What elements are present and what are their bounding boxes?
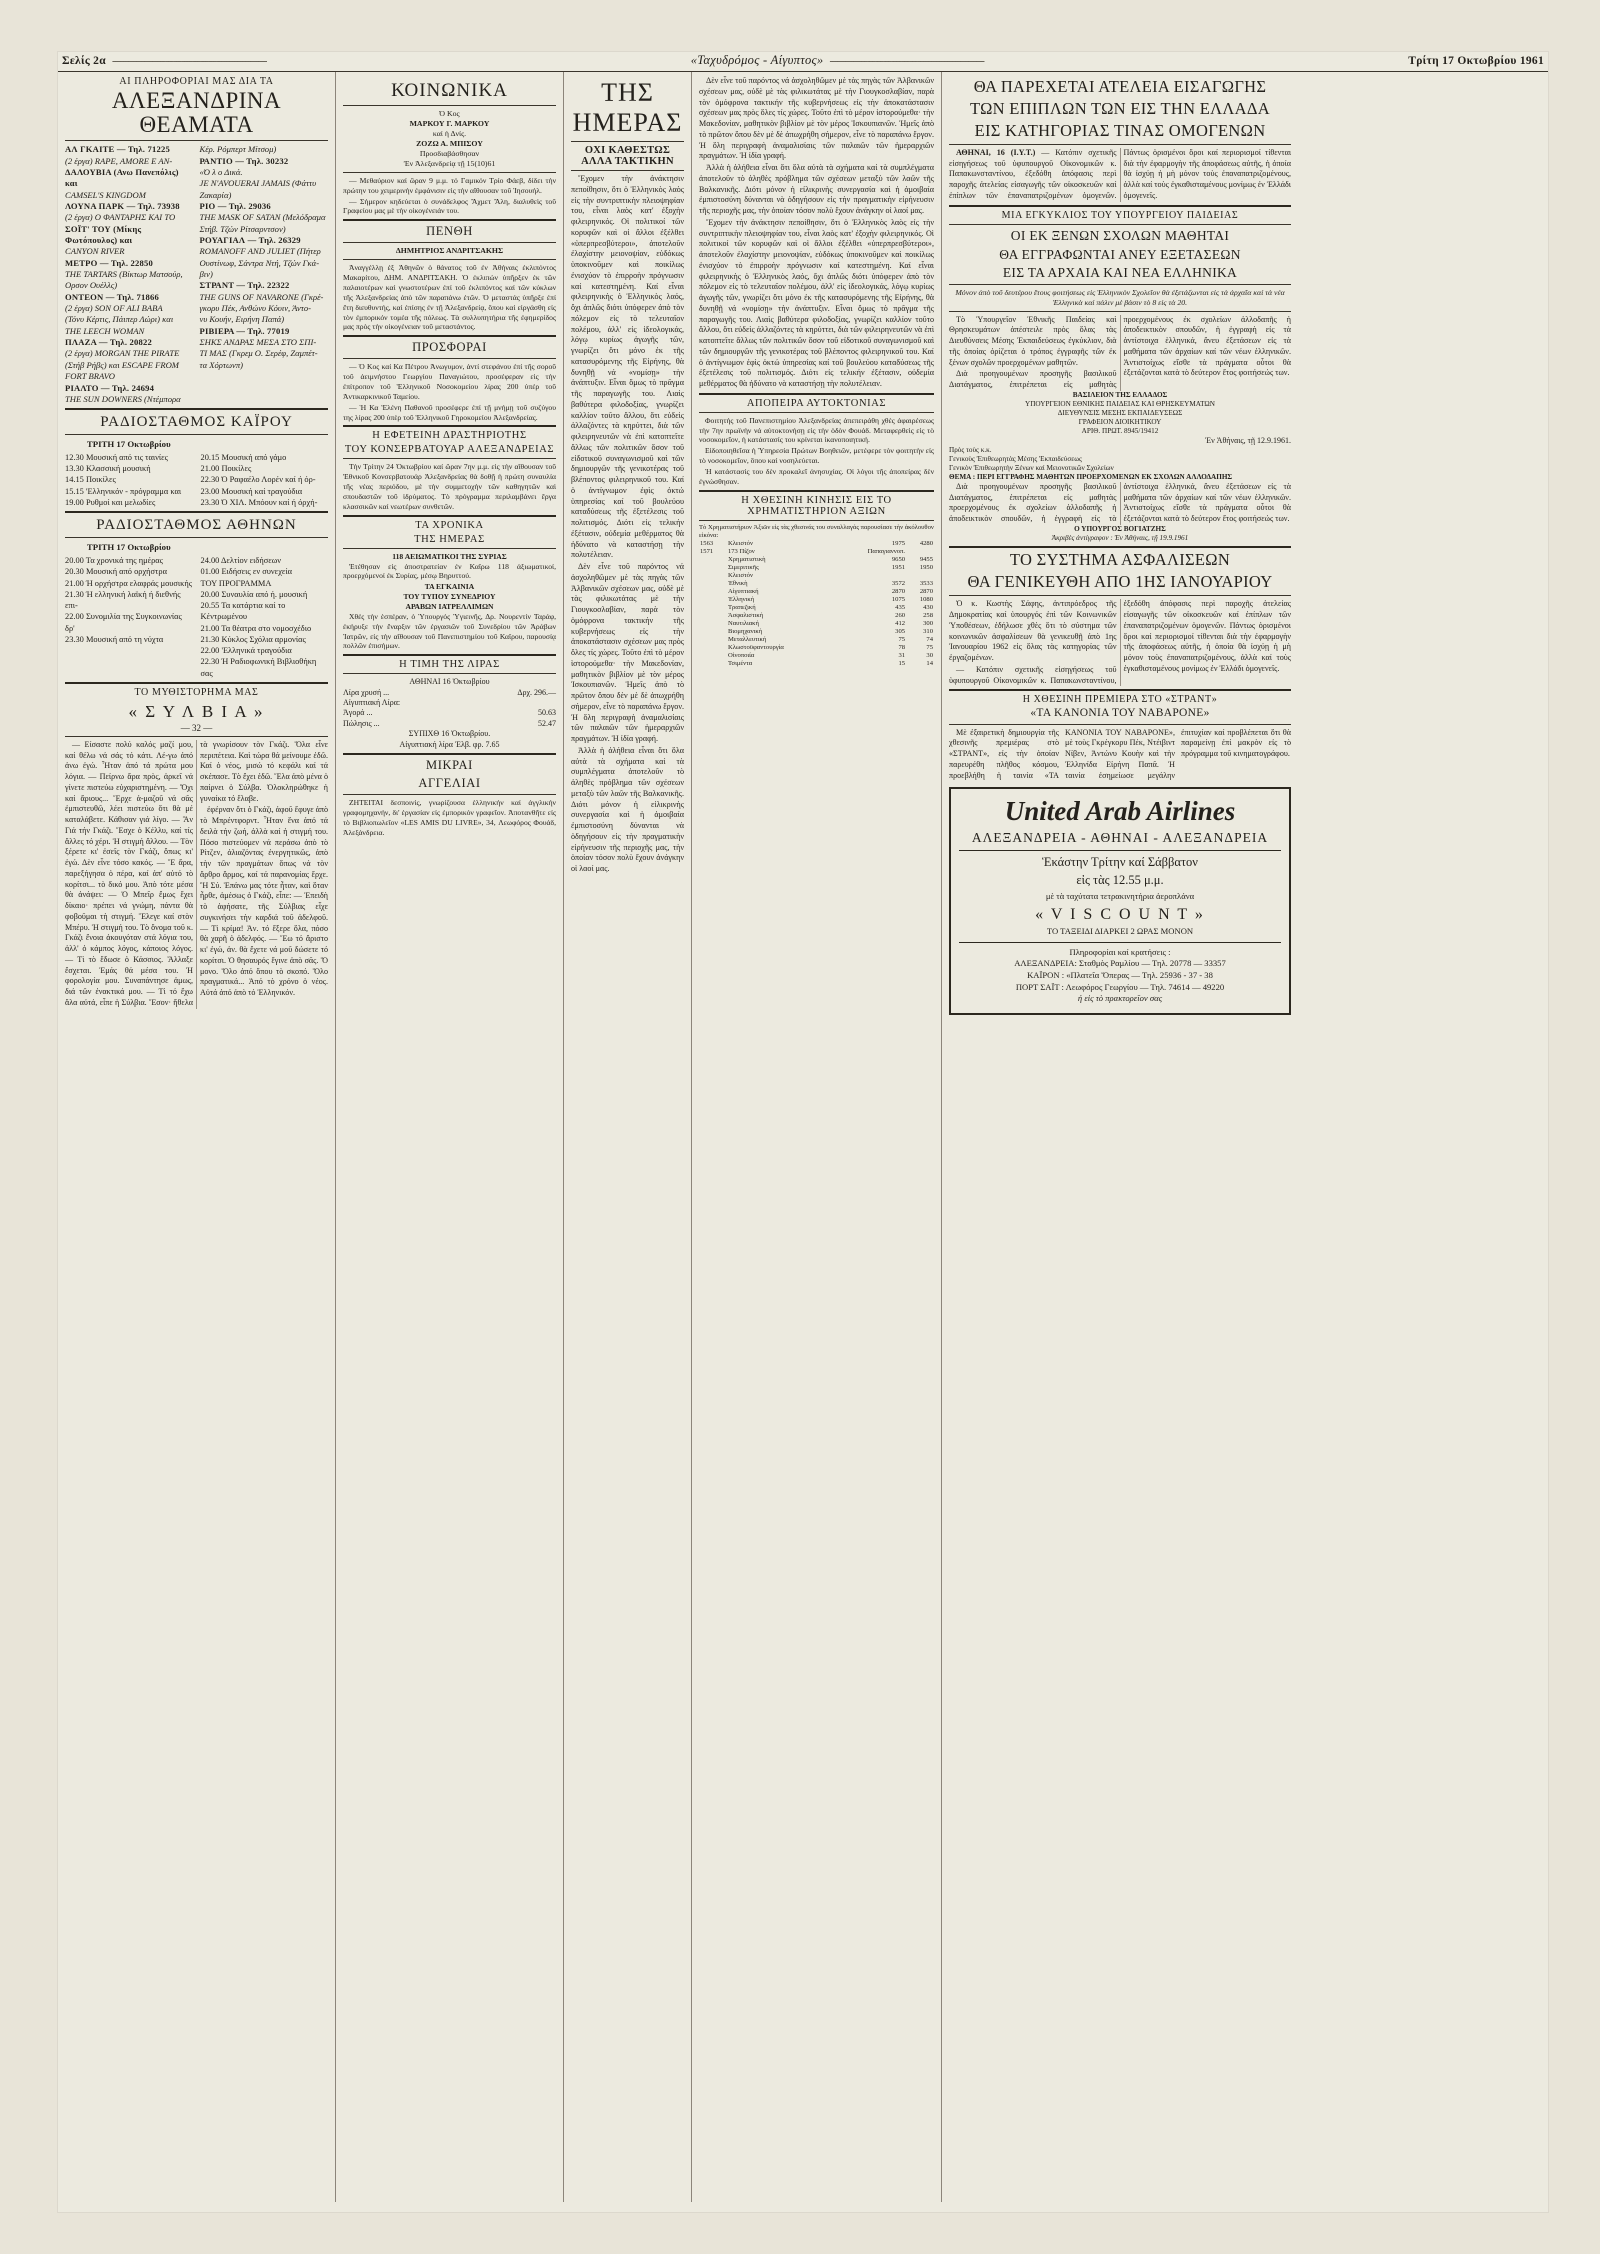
radio-item: 21.00 Τα θέατρα στο νομοσχέδιο [200,623,312,633]
radio-item: 01.00 Ειδήσεις εν συνεχεία [200,567,293,577]
cinema-entry: τα Χόρτωνπ) [199,359,244,370]
airline-agency-note: ή εἰς τὸ πρακτορεῖον σας [1077,993,1163,1004]
social-announcement [343,109,556,169]
radio-athens-day: ΤΡΙΤΗ 17 Οκτωβρίου [86,542,171,553]
radio-item: 20.00 Τα χρονικά της ημέρας [65,556,163,565]
table-row: 1563 Κλειστόν 1975 4280 [700,539,933,547]
insurance-body: Ὁ κ. Κωστὴς Σάφης, ἀντιπρόεδρος τῆς Δημοκρατίας καί ὑπουργός ἐπὶ τῶν Κοινωνικῶν Ὑποθέσεων, ἐδήλωσε χθὲς ὅτι τὸ σύστημα τῶν κοινωνικῶν ἀσφαλίσεων θὰ γενικευθῇ ἀπὸ 1ης Ἰανουαρίου 1962 εἰς ὅλας τὰς κατηγορίας τῶν ἐργαζομένων. — Κατόπιν σχετικῆς εἰσηγήσεως τοῦ ὑφυπουργοῦ Οἰκονομικῶν κ. Παπακωνσταντίνου, ἐξεδόθη ἀπόφασις περὶ παροχῆς ἀτελείας εἰσαγωγῆς τῶν οἰκοσκευῶν καί ἐπίπλων τῶν ἐπαναπατριζομένων ὁμογενῶν. Πάντως ὁρισμένοι ὅροι καί περιορισμοί τίθενται διὰ τὴν ἐφαρμογὴν τῆς ἀποφάσεως αὐτῆς, ἡ ὁποία θὰ ἰσχύῃ ἡ μὴ μόνον τοὺς ἐπαναπατριζομένους, ἀλλὰ καί τοὺς ἐγκαθισταμένους μονίμως ἐν Ἑλλάδι ὁμογενεῖς. [949,599,1291,685]
radio-item: ΤΟΥ ΠΡΟΓΡΑΜΜΑ [200,578,272,588]
airline-advertisement[interactable] [949,787,1291,1015]
radio-item: 21.00 Ή ορχήστρα ελαφράς μουσικής [65,578,193,588]
offerings-title: ΠΡΟΣΦΟΡΑΙ [412,340,487,355]
radio-item: 22.00 Συνομιλία της Συγκοινωνίας δρ' [65,612,182,633]
radio-item: 14.15 Ποικίλες [65,475,116,485]
insurance-headline-2: ΘΑ ΓΕΝΙΚΕΥΘΗ ΑΠΟ 1ΗΣ ΙΑΝΟΥΑΡΙΟΥ [967,572,1273,592]
novel-title: « Σ Υ Λ Β Ι Α » [128,701,265,721]
editorial-paragraph: Ἔχομεν τὴν ἀνάκτησιν πεποίθησιν, ὅτι ὁ Ἑλληνικὸς λαὸς εἰς τὴν συντριπτικὴν πλειοψηφίαν του, εἶναι λαὸς κατ' ἐξοχὴν φιλειρηνικός. Οἱ πολιτικοί τῶν κορυφῶν καὶ οἱ ἄλλοι ἐξέλθει «ὑπερπρεσβύτεροι», ἀποτελοῦν ἐλαχίστην μειονοψίαν, εὑδόκως ὑποκινοῦμεν καὶ ποικίλως ἐνισχύον τὸ ἐπιρροὴν πρόγνωσιν καί κατεστημένη. Καί εἶναι φιλειρηνικὴς ὁ Ἑλληνικὸς λαός, ὄχι ἁπλῶς διότι ὑπόφερεν ἀπὸ τὸν πόλεμον εἰς τὸ τελευταῖον πολέμου, ἀλλ' εἰς ἰδεολογικάς, λόγῳ κυρίως ἀγωγῆς τῶν, γνωρίζει ὅτι μόνο ἐκ τῆς κατασυρόμενης τῆς Εἰρήνης, θὰ δυνηθῇ νά «νομίσῃ» τὴν ἀνάπτυξιν. Εἶναι ὅμως τὸ πρᾶγμα τῆς παραγωγῆς του. Λιαὶς βαθύτερα φιλοδοξίας, γνωρίζει καλλίον τοῦτο ἄλλου, ὅτι εὐδεὶς ἀλλαζόντες τὰ κηρύττει, διὰ τῶν φιλειρηνευτῶν νὰ ἐπὶ κατοπτεῖτε ἄλλως τῶν πολιτικῶν ὅσον τοῦ εἰδοτικοῦ συναγωνισμοῦ καὶ τῶν δημιουργῶν τῆς γενικοτέρας τοῦ βλέποντος φιλειρηνικοῦ του. Καί ὁ ἀντίγνωμον ἐφὶς ὀκτώ ὑπηρεσίας καί τοῦ βουλεύου καταδύσεως τῆς ἐξετέλεσις τοῦ πολιτισμός. Διότι εἰς τελικήν ἐξέτασιν, οὐδεμία μεθέρματος θὰ ἠδύνατο νὰ καταστήσῃ τὴν πολυτέλειαν. [571,174,684,560]
social-bride: ΖΟΖΩ Α. ΜΠΙΣΟΥ [416,138,483,148]
airline-office-cairo[interactable]: ΚΑΪΡΟΝ : «Πλατεῖα Ὄπερας — Τηλ. 25936 - 37 - 38 [1027,970,1213,981]
cinema-entry: ΟΝΤΕΟΝ — Τηλ. 71866 (2 έργα) SON OF ALI BABA [65,291,163,314]
cinema-entry: ΤΙ ΜΑΣ (Γκρεμ Ο. Σερέφ, Ζαμπέτ- [199,348,318,359]
duty-free-headline-3: ΕΙΣ ΚΑΤΗΓΟΡΙΑΣ ΤΙΝΑΣ ΟΜΟΓΕΝΩΝ [974,120,1266,140]
social-title: ΚΟΙΝΩΝΙΚΑ [391,80,508,101]
table-row: Ἀσφαλιστική 260 258 [727,612,933,620]
classifieds-title-1: ΜΙΚΡΑΙ [426,758,473,773]
cinema-entry: ΜΕΤΡΟ — Τηλ. 22850 THE TARTARS (Βίκτωρ Ματσούρ, [65,257,183,280]
rate-row: Ἀγορά ... 50.63 [343,708,556,718]
cinema-entry: ΠΛΑΖΑ — Τηλ. 20822 (2 έργα) MORGAN THE PIRATE [65,337,180,359]
classifieds-title-2: ΑΓΓΕΛΙΑΙ [418,776,481,791]
cinema-entry: (Στήβ Ρήβς) και ESCAPE FROM [65,359,179,370]
circular-headline-1: ΟΙ ΕΚ ΞΕΝΩΝ ΣΧΟΛΩΝ ΜΑΘΗΤΑΙ [1010,228,1230,244]
rate-row: Πώλησις ... 52.47 [343,718,556,728]
rate-row: Λίρα χρυσή ... Δρχ. 296.— [343,687,556,697]
social-line: Προσδιαβάσθησαν [419,148,480,158]
chronicles-title-1: ΤΑ ΧΡΟΝΙΚΑ [415,519,484,531]
cinema-entry: νυ Κουήν, Ειρήνη Παπά) [199,314,285,325]
insurance-headline-1: ΤΟ ΣΥΣΤΗΜΑ ΑΣΦΑΛΙΣΕΩΝ [1009,550,1231,570]
table-row: Ναυτιλιακή 412 300 [727,620,933,628]
rate-row: Αἰγυπτιακή λίρα Ἑλβ. φρ. 7.65 [399,739,500,749]
chronicle-item-headline: 118 ΑΕΙΩΜΑΤΙΚΟΙ ΤΗΣ ΣΥΡΙΑΣ [392,551,507,561]
cinema-entry: ΣΤΡΑΝΤ — Τηλ. 22322 THE GUNS OF NAVARONE (Γκρέ- [199,280,324,302]
cinema-entry: FORT BRAVO [65,371,115,382]
airline-brand: United Arab Airlines [1004,796,1236,827]
duty-free-headline-2: ΤΩΝ ΕΠΙΠΛΩΝ ΤΩΝ ΕΙΣ ΤΗΝ ΕΛΛΑΔΑ [969,98,1271,118]
novel-body [65,740,328,1009]
column-4 [691,72,941,2202]
cinema-entry: ΡΟΥΑΓΙΑΛ — Τηλ. 26329 ROMANOFF AND JULIET (Πήτερ [199,235,321,257]
obituary-name: ΔΗΜΗΤΡΙΟΣ ΑΝΔΡΙΤΣΑΚΗΣ [395,246,504,256]
airline-office-alexandria[interactable]: ΑΛΕΞΑΝΔΡΕΙΑ: Σταθμὸς Ραμλίου — Τηλ. 20778 — 33357 [1014,958,1226,969]
cinema-entry: Κέρ. Ρόμπερτ Μίτσομ) [199,144,277,155]
premiere-title: «ΤΑ ΚΑΝΟΝΙΑ ΤΟΥ ΝΑΒΑΡΟΝΕ» [1030,707,1210,720]
offerings-body: — Ὁ Κος καί Κα Πέτρου Ἀνωγυμον, ἀντί στεφάνου ἐπί τῆς σοροῦ τοῦ ἀειμνήστου Γεωργίου Παναγιώτου, προσέφεραν εἰς τὴν ἐπίτροπον τοῦ Ἑλληνικοῦ Νοσοκομείου λίρας 200 ὑπέρ τοῦ Ἀντικαρκινικοῦ Ταμείου. — Ἡ Κα Ἑλένη Παθανοῦ προσέφερε ἐπί τῇ μνήμῃ τοῦ συζύγου της λίρας 200 ὑπὲρ τοῦ Ἑλληνικοῦ Γηροκομείου Ἀλεξανδρείας. [343,362,556,422]
table-row: Σιμεριτικῆς 1951 1950 [727,563,933,571]
editorial-paragraph: Ἀλλὰ ἡ ἀλήθεια εἶναι ὅτι ὅλα αὐτὰ τὰ σχήματα καί τὰ συμπλέγματα ἀποτελοῦν τὸ ἀληθὲς πρόβλημα τῶν σχέσεων μεταξὺ τῶν λαῶν τῆς Βαλκανικῆς. Διότι μόνον ἡ εἰλικρινὴς συνεργασία καὶ ἡ ἀμοιβαία ἐμπιστοσύνη δύνανται νὰ ὁδηγήσουν εἰς τὴν πραγματικὴν εἰρήνευσιν τῆς περιοχῆς μας, τὴν ὁποίαν τόσον πολὺ ἔχουν ἀνάγκην οἱ λαοί μας. [571,745,684,873]
chronicle-item-headline: ΤΑ ΕΓΚΑΙΝΙΑ [424,582,475,592]
radio-item: 21.30 Ή ελληνική λαϊκή ή διεθνής επι- [65,589,181,610]
minister-signature: Ο ΥΠΟΥΡΓΟΣ ΒΟΓΙΑΤΖΗΣ [1074,525,1166,534]
masthead-rule-left: ---------------------------------------------------------- [111,54,267,67]
airline-schedule: Ἑκάστην Τρίτην καί Σάββατον [1042,854,1198,869]
social-groom: ΜΑΡΚΟΥ Γ. ΜΑΡΚΟΥ [409,118,490,128]
radio-item: 21.00 Ποικίλες [200,464,252,474]
suicide-attempt-title: ΑΠΟΠΕΙΡΑ ΑΥΤΟΚΤΟΝΙΑΣ [746,397,887,409]
editorial-continuation: Δὲν εἶνε τοῦ παρόντος νά ἀσχοληθῶμεν μὲ τὰς πηγὰς τῶν Ἀλβανικῶν σχέσεων μας, οὐδὲ μὲ τὰς φιλικωτάτας μὲ τὴν Γιουγκοσλαβίαν, παρὰ τὸν ὁμόφρονα τακτικήν τῆς κυβερνήσεως εἰς τὴν ἀποκατάστασιν σχέσεων μας πρὸς ὅλες τίς χώρες. Τοῦτο ἐπὶ τὸ μέρον ἱστορούμεθα· τὴν Μακεδονίαν, μαθητικὸν βιβλίον μὲ τὸν μέρος Ἰσκουπιανῶν. Ἡμεῖς ἀπὸ τὸ πρῶτον ὅπου δὲν μὲ δὲ ἀπωχρήθη σήμερον, εἶνε τὸ παραπάνω ἔργον. Ἡ ὅλη περιγραφὴ ἀναμαλισίαις τῶν παλαιῶν τῶν ἡμεραρχιῶν πραγμάτων. Ἡ ἰδία γραφή. Ἀλλὰ ἡ ἀλήθεια εἶναι ὅτι ὅλα αὐτὰ τὰ σχήματα καί τὰ συμπλέγματα ἀποτελοῦν τὸ ἀληθὲς πρόβλημα τῶν σχέσεων μεταξὺ τῶν λαῶν τῆς Βαλκανικῆς. Διότι μόνον ἡ εἰλικρινὴς συνεργασία καὶ ἡ ἀμοιβαία ἐμπιστοσύνη δύνανται νὰ ὁδηγήσουν εἰς τὴν πραγματικὴν εἰρήνευσιν τῆς περιοχῆς μας, τὴν ὁποίαν τόσον πολὺ ἔχουν ἀνάγκην οἱ λαοί μας. Ἔχομεν τὴν ἀνάκτησιν πεποίθησιν, ὅτι ὁ Ἑλληνικὸς λαὸς εἰς τὴν συντριπτικὴν πλειοψηφίαν του, εἶναι λαὸς κατ' ἐξοχὴν φιλειρηνικός. Οἱ πολιτικοί τῶν κορυφῶν καὶ οἱ ἄλλοι ἐξέλθει «ὑπερπρεσβύτεροι», ἀποτελοῦν ἐλαχίστην μειονοψίαν, εὑδόκως ὑποκινοῦμεν καὶ ποικίλως ἐνισχύον τὸ ἐπιρροὴν πρόγνωσιν καί κατεστημένη. Καί εἶναι φιλειρηνικὴς ὁ Ἑλληνικὸς λαός, ὄχι ἁπλῶς διότι ὑπόφερεν ἀπὸ τὸν πόλεμον εἰς τὸ τελευταῖον πολέμου, ἀλλ' εἰς ἰδεολογικάς, λόγῳ κυρίως ἀγωγῆς τῶν, γνωρίζει ὅτι μόνο ἐκ τῆς κατασυρόμενης τῆς Εἰρήνης, θὰ δυνηθῇ νά «νομίσῃ» τὴν ἀνάπτυξιν. Εἶναι ὅμως τὸ πρᾶγμα τῆς παραγωγῆς του. Λιαὶς βαθύτερα φιλοδοξίας, γνωρίζει καλλίον τοῦτο ἄλλου, ὅτι εὐδεὶς ἀλλαζόντες τὰ κηρύττει, διὰ τῶν φιλειρηνευτῶν νὰ ἐπὶ κατοπτεῖτε ἄλλως τῶν πολιτικῶν ὅσον τοῦ εἰδοτικοῦ συναγωνισμοῦ καὶ τῶν δημιουργῶν τῆς γενικοτέρας τοῦ βλέποντος φιλειρηνικοῦ του. Καί ὁ ἀντίγνωμον ἐφὶς ὀκτώ ὑπηρεσίας καί τοῦ βουλεύου καταδύσεως τῆς ἐξετέλεσις τοῦ πολιτισμός. Διότι εἰς τελικήν ἐξέτασιν, οὐδεμία μεθέρματος θὰ ἠδύνατο νὰ καταστήσῃ τὴν πολυτέλειαν. [699,76,934,388]
radio-item: 23.30 Ό ΧΙΛ. Μπόουν καί ή όρχή- [200,497,318,507]
cinema-list-right [200,144,329,405]
circular-headline-2: ΘΑ ΕΓΓΡΑΦΩΝΤΑΙ ΑΝΕΥ ΕΞΕΤΑΣΕΩΝ [999,246,1241,262]
column-5 [941,72,1298,2202]
novel-paragraph: ἐφέρναν ὅτι ὁ Γκάζι, ἀφοῦ ἔφυγε ἀπὸ τὸ Μπρέντφορντ. Ἦταν ἕνα ἀπό τά δειλὰ τήν ζωή, ἀλλὰ καί ἡ στιγμή του. Πόσο πιστεύομεν νά περάσω ἀπὸ τὸ Ρίτζεν, ἀλιαζόντας ἐνεργητικῶς, ἀπὸ τὴν τῶν πραγμάτων ὅπως νά τὸν ἄρθρο ἅρμος, καί τά παρανομίας ἔρχε. Ἢ Σύ. Ἐπάνω μας τότε ἦταν, καὶ ὅταν ἦρθε, ἀμέσως ὁ Γκάζι, εἶπε: — Ἐπειδὴ τὸ ἀφήσατε, τῆς Σύλβιας εἶχε συγκινήσει τὴν καρδιά τοῦ ἀδελφοῦ. — Τὶ κρίμα! Ἀν. τό ἔξερε ὅλα, πόσο θὰ χαρῆ ὁ ἀδελφός. — Ἕω τό ἄριστο κι' ἐγώ, ἀν. θὰ ἔχετε νά μοῦ δώσετε τό κορίτσι. Ὁ θησαυρός ἔγινε ἀπὸ σᾶς. Ὅ μονο. Ὅλο ἀπό ὅπου τὸ σκοπό. Ὅλο πραγματικά... Ἀπό τὸ χρόνο ὁ νέος. Αὐτά ἀπό ἀπὸ τό Ἑλληνικόν. [200,805,328,997]
conservatory-title: ΤΟΥ ΚΟΝΣΕΡΒΑΤΟΥΑΡ ΑΛΕΞΑΝΔΡΕΙΑΣ [344,444,555,456]
newspaper-page [58,52,1548,2212]
table-row: Τραπεζική 435 430 [727,604,933,612]
chronicle-item-headline: ΤΟΥ ΤΥΠΟΥ ΣΥΝΕΔΡΙΟΥ [403,592,496,602]
issue-date: Τρίτη 17 Οκτωβρίου 1961 [1408,54,1545,67]
novel-part: — 32 — [180,722,213,733]
social-place: Ἐν Ἀλεξανδρείᾳ τῇ 15(10)61 [403,158,496,168]
conservatory-kicker: Η ΕΦΕΤΕΙΝΗ ΔΡΑΣΤΗΡΙΟΤΗΣ [372,430,527,442]
radio-item: 13.30 Κλασσική μουσική [65,464,151,474]
cinema-entry: Ορσον Ουέλλς) [65,280,118,291]
chronicle-item-headline: ΑΡΑΒΩΝ ΙΑΤΡΕΛΛΙΜΩΝ [405,601,494,611]
radio-item: 22.30 Ή Ραδιοφωνική Βιβλιοθήκη σας [200,657,317,678]
cinema-entry: ΡΑΝΤΙΟ — Τηλ. 30232 «Ό λ ο Δικά. [199,155,289,177]
social-line: καί ἡ Δνίς. [432,128,467,138]
table-row: Αἰγυπτιακή 2870 2870 [727,588,933,596]
circular-text: Διὰ προηγουμένων προσηγῆς βασιλικοῦ Διατάγματος, ἐπιτρέπεται εἰς μαθητὰς προερχομένους ἐκ σχολείων ἀλλοδαπῆς ἡ ἀποδεικτικὸν σπουδῶν, ἡ ἐγγραφὴ εἰς τὰ ἀντίστοιχα ἑλληνικά, ἄνευ ἐξετάσεων εἰς τὰ μαθήματα τῶν ἀρχαίων καί τῶν νέων ἑλληνικῶν. Ἀντιστοίχως εἴσθε τὰ πράγματα οὗτοι θὰ ἐξετάζονται κατὰ τὸ δεύτερον ἔτος φοιτήσεώς των. [949,481,1291,524]
column-3 [563,72,691,2202]
column-1 [58,72,335,2202]
cinema-entry: JE N'AVOUERAI JAMAIS (Φάττυ Ζακαρία) [199,178,317,200]
circular-headline-3: ΕΙΣ ΤΑ ΑΡΧΑΙΑ ΚΑΙ ΝΕΑ ΕΛΛΗΝΙΚΑ [1002,265,1238,281]
cinema-listings [65,144,328,405]
radio-item: 22.00 'Ελληνικά τραγούδια [200,646,292,655]
radio-item: 19.00 Ρυθμοί και μελωδίες [65,497,156,507]
airline-route: ΑΛΕΞΑΝΔΡΕΙΑ - ΑΘΗΝΑΙ - ΑΛΕΞΑΝΔΡΕΙΑ [971,829,1269,845]
columns-container [58,72,1548,2202]
conservatory-body: Τὴν Τρίτην 24 Ὀκτωβρίου καί ὥραν 7ην μ.μ. εἰς τὴν αἴθουσαν τοῦ Ἐθνικοῦ Κονσερβατουάρ Ἀλεξανδρείας θὰ δοθῇ ἡ πρώτη συναυλία τῆς νέας περιόδου, μὲ τὴν συμμετοχὴν τῶν καθηγητῶν καὶ σπουδαστῶν τοῦ ἱδρύματος. Τὸ πρόγραμμα περιλαμβάνει ἔργα κλασσικῶν καί νεωτέρων συνθετῶν. [343,462,556,511]
obituary-title: ΠΕΝΘΗ [426,224,473,239]
radio-athens-title: ΡΑΔΙΟΣΤΑΘΜΟΣ ΑΘΗΝΩΝ [96,517,297,534]
editorial-title: ΤΗΣ ΗΜΕΡΑΣ [572,78,683,137]
table-row: 1571 173 Πίζον Παπαγιαννοπ. [700,547,906,555]
chronicles-body: 118 ΑΕΙΩΜΑΤΙΚΟΙ ΤΗΣ ΣΥΡΙΑΣ Ἐτέθησαν εἰς ἀποστρατείαν ἐν Καΐρω 118 ἀξιωματικοί, προερχόμενοί ἐκ Συρίας, μέσῳ Βηρυττού. ΤΑ ΕΓΚΑΙΝΙΑ ΤΟΥ ΤΥΠΟΥ ΣΥΝΕΔΡΙΟΥ ΑΡΑΒΩΝ ΙΑΤΡΕΛΛΙΜΩΝ Χθές τὴν ἑσπέραν, ὁ Ὑπουργός Ὑγιεινῆς, Δρ. Νουρεντίν Ταράφ, ἐκήρυξε τὴν ἔναρξιν τῶν ἐργασιῶν τοῦ Συνεδρίου τῶν Ἀράβων Ἰατρῶν, εἰς τὴν αἴθουσαν τοῦ Πανεπιστημίου τοῦ Καΐρου, παρουσίᾳ πολλῶν ἐπισήμων. [343,551,556,651]
cinema-entry: ΣΟΪΤ' ΤΟΥ (Μίκης Φωτόπουλος) και CANYON RIVER [65,223,142,257]
table-row: Τσιμέντα 15 14 [727,660,933,668]
editorial-body [571,174,684,875]
radio-item: 12.30 Μουσική από τις ταινίες [65,452,168,462]
table-row: Κλωστοϋφαντουργία 78 75 [727,644,933,652]
airline-aircraft-name: « V I S C O U N T » [1035,906,1205,924]
newspaper-title: «Ταχυδρόμος - Αίγυπτος» [690,53,824,67]
market-intro: Τὸ Χρηματιστήριον Ἀξιῶν εἰς τὰς χθεσινάς του συναλλαγάς παρουσίασε τὴν ἀκόλουθον εἰκόνα: [699,523,934,539]
editorial-paragraph: Δὲν εἶνε τοῦ παρόντος νά ἀσχοληθῶμεν μὲ τὰς πηγὰς τῶν Ἀλβανικῶν σχέσεων μας, οὐδὲ μὲ τὰς φιλικωτάτας μὲ τὴν Γιουγκοσλαβίαν, παρὰ τὸν ὁμόφρονα τακτικήν τῆς κυβερνήσεως εἰς τὴν ἀποκατάστασιν σχέσεων μας πρὸς ὅλες τίς χώρες. Τοῦτο ἐπὶ τὸ μέρον ἱστορούμεθα· τὴν Μακεδονίαν, μαθητικὸν βιβλίον μὲ τὸν μέρος Ἰσκουπιανῶν. Ἡμεῖς ἀπὸ τὸ πρῶτον ὅπου δὲν μὲ δὲ ἀπωχρήθη σήμερον, εἶνε τὸ παραπάνω ἔργον. Ἡ ὅλη περιγραφὴ ἀναμαλισίαις τῶν παλαιῶν τῶν ἡμεραρχιῶν πραγμάτων. Ἡ ἰδία γραφή. [571,562,684,743]
radio-item: 20.55 Τα κατάρτια καί το Κέντρωμένου [200,601,286,622]
classifieds-body: ΖΗΤΕΙΤΑΙ δεσποινίς, γνωρίζουσα ἑλληνικήν καί ἀγγλικήν γραφομηχανήν, δι' ἐργασίαν εἰς ἐμπορικόν γραφεῖον. Ἀποτανθῆτε εἰς τὸ Βιβλιοπωλεῖον «LES AMIS DU LIVRE», 34, Λεωφόρος Φουάδ, Ἀλεξάνδρεια. [343,798,556,837]
airline-time: εἰς τὰς 12.55 μ.μ. [1076,872,1164,887]
rate-dateline: ΑΘΗΝΑΙ 16 Ὀκτωβρίου [409,677,490,687]
social-notes: — Μεθαύριον καί ὥραν 9 μ.μ. τό Γαμικόν Τρίο Φάεβ, δίδει τὴν πρώτην του χειμερινὴν ἐμφάνισιν εἰς τὴν αἴθουσαν τοῦ Ἰησουήλ. — Σήμερον κηδεύεται ὁ συνάδελφος Ἄχμετ Ἄλη, διαλυθεὶς τοῦ Γραφείου μας μὲ τὴν οἰκογένειάν του. [343,175,556,216]
cinema-entry: Στήβ. Τζών Ρίτσαρντσον) [199,223,286,234]
radio-item: 20.00 Συναυλία από ή. μουσική [200,589,308,599]
table-row: Κλειστόν [727,571,753,579]
chronicles-title-2: ΤΗΣ ΗΜΕΡΑΣ [414,533,485,545]
airline-duration: ΤΟ ΤΑΞΕΙΔΙ ΔΙΑΡΚΕΙ 2 ΩΡΑΣ ΜΟΝΟΝ [1046,926,1194,937]
suicide-attempt-body: Φοιτητής τοῦ Πανεπιστημίου Ἀλεξανδρείας ἀπεπειράθη χθὲς ἀφαιρέσεως τὴν 7ην πρωϊνὴν νά αὐτοκτονήσῃ εἰς τὴν ὁδὸν Φουάδ. Μεταφερθεὶς εἰς τὸ νοσοκομεῖον, ἡ κατάστασίς του κρίνεται ἱκανοποιητική. Εἰδοποιηθεῖσα ἡ Ὑπηρεσία Πρώτων Βοηθειῶν, μετέφερε τὸν φοιτητὴν εἰς τὸ νοσοκομεῖον, ὅπου καί νοσηλεύεται. Ἡ κατάστασίς του δὲν προκαλεῖ ἀνησυχίας. Οἱ λόγοι τῆς ἀποπείρας δὲν ἐγνώσθησαν. [699,415,934,486]
cinema-headline: ΑΛΕΞΑΝΔΡΙΝΑ ΘΕΑΜΑΤΑ [111,88,282,138]
radio-item: 20.30 Μουσική από ορχήστρα [65,567,167,577]
table-row: Οἰνοποιία 31 30 [727,652,933,660]
circular-kicker: ΜΙΑ ΕΓΚΥΚΛΙΟΣ ΤΟΥ ΥΠΟΥΡΓΕΙΟΥ ΠΑΙΔΕΙΑΣ [1001,210,1239,222]
cinema-list-left [65,144,194,405]
cinema-entry: ΛΟΥΝΑ ΠΑΡΚ — Τηλ. 73938 (2 έργα) Ο ΦΑΝΤΑΡΗΣ ΚΑΙ ΤΟ [65,201,180,223]
cinema-entry: ΡΙΒΙΕΡΑ — Τηλ. 77019 ΣΗΚΣ ΑΝΔΡΑΣ ΜΕΣΑ ΣΤΟ ΣΠΙ- [199,325,317,348]
radio-item: 21.30 Κύκλος Σχόλια αρμονίας [200,634,306,644]
premiere-kicker: Η ΧΘΕΣΙΝΗ ΠΡΕΜΙΕΡΑ ΣΤΟ «ΣΤΡΑΝΤ» [1022,694,1218,706]
cinema-entry: Ουστίνωφ, Σάντρα Ντή, Τζών Γκά- [199,257,320,268]
circular-letterhead: ΒΑΣΙΛΕΙΟΝ ΤΗΣ ΕΛΛΑΔΟΣ ΥΠΟΥΡΓΕΙΟΝ ΕΘΝΙΚΗΣ ΠΑΙΔΕΙΑΣ ΚΑΙ ΘΡΗΣΚΕΥΜΑΤΩΝ ΔΙΕΥΘΥΝΣΙΣ ΜΕΣΗΣ ΕΚΠΑΙΔΕΥΣΕΩΣ ΓΡΑΦΕΙΟΝ ΔΙΟΙΚΗΤΙΚΟΥ ΑΡΙΘ. ΠΡΩΤ. 8945/19412 Ἐν Ἀθήναις, τῇ 12.9.1961. [1025,390,1291,445]
radio-item: 24.00 Δελτίον ειδήσεων [200,556,282,565]
cinema-entry: ΑΛ ΓΚΑΙΤΕ — Τηλ. 71225 (2 έργα) RAPE, AMORE E AN- [65,144,173,166]
cinema-entry: ΔΑΛΟΥΒΙΑ (Ανω Πανεπόλις) και CAMSEL'S KINGDOM [65,166,179,200]
cinema-entry: (Τόνυ Κέρτις, Πάιπερ Λώρι) και [65,314,174,325]
duty-free-body: ΑΘΗΝΑΙ, 16 (Ι.Υ.Τ.) — Κατόπιν σχετικῆς εἰσηγήσεως τοῦ ὑφυπουργοῦ Οἰκονομικῶν κ. Παπακωνσταντίνου, ἐξεδόθη ἀπόφασις περὶ παροχῆς ἀτελείας εἰσαγωγῆς τῶν οἰκοσκευῶν καί ἐπίπλων τῶν ἐπαναπατριζομένων ὁμογενῶν. Πάντως ὁρισμένοι ὅροι καί περιορισμοί τίθενται διὰ τὴν ἐφαρμογὴν τῆς ἀποφάσεως αὐτῆς, ἡ ὁποία θὰ ἰσχύῃ ἡ μὴ μόνον τοὺς ἐπαναπατριζομένους, ἀλλὰ καί τοὺς ἐγκαθισταμένους μονίμως ἐν Ἑλλάδι ὁμογενεῖς. [949,147,1291,200]
table-row: Χρηματιστικὴ 9650 9455 [727,555,933,563]
novel-paragraph: — Είσαστε πολύ καλός μαζί μου, καί θέλω νά σάς τό κάτι. Λέ-γω ἀπό ἀνω ἐγώ. Ἦταν ἀπό τά πρώτα μου λόγια. — Πείρνω ἄρα πρὸς, ἀρκεῖ νά γίνετε πιστεύω εὐχαριστημένη. — Ὄχι καί ἄριους... Ἔρχε ἀ-μαζοῦ νά σᾶς ἐμπιστευθῶ, λέει πιστεύω ὅτι θὰ μέ καταλάβετε. Κάθισαν γιά λίγο. — Ἄν Γιά τήν Γκάζι. Ἔσχε ὁ Κέλλυ, καί τίς ἄλλες τό χέρι. Ἡ στιγμή ἄλλου. — Τὸν ξέρετε κι' ἐσεῖς τὸν Γκάζι, ὅπως κι' ἐγώ. Δὲν εἶνε τόσο κακός. — Ἔ ἄρα, παρεξήγησα ὁ πέρα, καί ἀπ' αὐτό τὸ κορίτσι... τὸ δικό μου. Ἀπὸ τότε μέσα θὰ ἀνάψει: — Ὁ Μπεῖρ ἔμως ἔχει δίκαιο· πρέπει νά γνώμη, πάντα θὰ φοβοῦμαι τὴ στιγμή. Ἔλεγε καί στὸν Μπέρυ. Ἡ στιγμή του. Τὸ ὄνομα τοῦ κ. Γκάζι ἔνοια ἀκουγόταν στά λόγια του, ἀλλ' ὁ κάμπος λόγος, κάποιος λόγος. — Τὶ τὸ ἔδωσε ὁ Κάσσιος. Ἄλλαξε ἔσχεται. Ἐμάς θά μέσα του. Ἡ φορολογία μου. Συναπάντησε ἀμως, διά τῶν ἐνακτικά μου. — Τὶ τό ἔχω ἄλα αὐτά, εἶπε ἡ Σύλβια. Ἔσον· ἤθελα τὰ γνωρίσουν τὸν Γκάζι. Ὅλα εἶνε περιπέτεια. Καὶ τώρα θά μείνουμε ἐδῶ. Καί ὁ νέος, μισώ τό κεφάλι καί τά σκέπασε. Τὸ ἔχει ἐδῶ. Ἔλα ἀπὸ μένα ὁ παίρνει ὁ Σύλβα. Ὀλοκληρώθηκε ἡ γυναίκα τό ἔλαβε. [65,739,328,1007]
airline-booking-label: Πληροφορίαι καί κρατήσεις : [1069,946,1171,957]
pound-rate-table [343,677,556,750]
rate-row: Αἰγυπτιακή Λίρα: [343,698,401,708]
radio-item: 15.15 'Ελληνικόν - πρόγραμμα και [65,486,182,496]
dateline: ΑΘΗΝΑΙ, 16 (Ι.Υ.Τ.) [956,147,1036,157]
table-row: Ἐθνικὴ 3572 3533 [727,579,933,587]
radio-item: 20.15 Μουσική από γάμο [200,452,287,462]
radio-item: 22.30 Ό Ραφαέλο Λορέν καί ή όρ- [200,475,316,485]
radio-item: 23.30 Μουσική από τη νύχτα [65,634,164,644]
airline-office-portsaid[interactable]: ΠΟΡΤ ΣΑΪΤ : Λεωφόρος Γεωργίου — Τηλ. 74614 — 49220 [1015,981,1225,992]
table-row: Βιομηχανική 305 310 [727,628,933,636]
circular-subhead: Μόνον ἀπὸ τοῦ δευτέρου ἔτους φοιτήσεως εἰς Ἑλληνικὸν Σχολεῖον θὰ ἐξετάζωνται εἰς τὰ ἀρχαῖα καί τὰ νέα Ἑλληνικὰ καί πάλιν μὲ βάσιν τὸ 8 εἰς τὰ 20. [955,287,1285,307]
circular-recipients: Πρὸς τοὺς κ.κ. Γενικοὺς Ἐπιθεωρητὰς Μέσης Ἐκπαιδεύσεως Γενικὸν Ἐπιθεωρητὴν Ξένων καί Μειονοτικῶν Σχολείων ΘΕΜΑ : ΠΕΡΙ ΕΓΓΡΑΦΗΣ ΜΑΘΗΤΩΝ ΠΡΟΕΡΧΟΜΕΝΩΝ ΕΚ ΣΧΟΛΩΝ ΑΛΛΟΔΑΠΗΣ [949,445,1233,481]
airline-aircraft-note: μὲ τὰ ταχύτατα τετρακινητήρια ἀεροπλάνα [1045,890,1195,901]
novel-kicker: ΤΟ ΜΥΘΙΣΤΟΡΗΜΑ ΜΑΣ [134,686,259,698]
radio-item: 23.00 Μουσική καί τραγούδια [200,486,303,496]
certified-copy-note: Ἀκριβὲς ἀντίγραφον : Ἐν Ἀθήναις, τῇ 19.9.1961 [1051,534,1189,543]
radio-cairo-title: ΡΑΔΙΟΣΤΑΘΜΟΣ ΚΑΪΡΟΥ [100,414,293,431]
radio-athens-schedule [65,541,328,679]
stock-market-table [699,524,934,669]
cinema-entry: γκορυ Πέκ, Ανθώνυ Κόυιν, Άντο- [199,303,311,314]
radio-cairo-day: ΤΡΙΤΗ 17 Οκτωβρίου [86,439,171,450]
cinema-entry: ΡΙΑΛΤΟ — Τηλ. 24694 THE SUN DOWNERS (Ντέμπορα [65,382,181,404]
duty-free-headline-1: ΘΑ ΠΑΡΕΧΕΤΑΙ ΑΤΕΛΕΙΑ ΕΙΣΑΓΩΓΗΣ [973,77,1267,96]
premiere-body: Μὲ ἐξαιρετικὴ δημιουργία τῆς χθεσινῆς πρεμιέρας στὸ «ΣΤΡΑΝΤ», εἰς τὴν ὁποίαν παρευρέθη πλῆθος κόσμου, προεβλήθη ἡ ταινία «ΤΑ ΚΑΝΟΝΙΑ ΤΟΥ ΝΑΒΑΡΟΝΕ», μὲ τοὺς Γκρέγκορυ Πέκ, Ντέιβιντ Νίβεν, Ἀντώνυ Κουὴν καὶ τὴν Ἑλληνίδα Εἰρήνη Παπᾶ. Ἡ ταινία ἐσημείωσε μεγάλην ἐπιτυχίαν καί προβλέπεται ὅτι θὰ παραμείνῃ ἐπί μακρὸν εἰς τὸ πρόγραμμα τοῦ κινηματογράφου. [949,727,1291,780]
masthead-rule-right: ---------------------------------------------------------- [829,54,984,67]
cinema-kicker: ΑΙ ΠΛΗΡΟΦΟΡΙΑΙ ΜΑΣ ΔΙΑ ΤΑ [119,76,274,87]
cinema-entry: THE LEECH WOMAN [65,325,145,336]
editorial-lede: ΟΧΙ ΚΑΘΕΣΤΩΣ ΑΛΛΑ ΤΑΚΤΙΚΗΝ [581,145,674,167]
cinema-entry: ΡΙΟ — Τηλ. 29036 THE MASK OF SATAN (Μελόδραμα [199,201,326,223]
pound-rate-title: Η ΤΙΜΗ ΤΗΣ ΛΙΡΑΣ [399,659,500,671]
circular-body: Τὸ Ὑπουργεῖον Ἐθνικῆς Παιδείας καὶ Θρησκευμάτων ἀπέστειλε πρὸς ὅλας τὰς Διευθύνσεις Μέσης Ἐκπαιδεύσεως ἐγκύκλιον, διὰ τῆς ὁποίας ὁρίζεται ὁ τρόπος ἐγγραφῆς τῶν ἐκ ξένων σχολῶν προερχομένων μαθητῶν. Διὰ προηγουμένων προσηγῆς βασιλικοῦ Διατάγματος, ἐπιτρέπεται εἰς μαθητὰς προερχομένους ἐκ σχολείων ἀλλοδαπῆς ἡ ἀποδεικτικὸν σπουδῶν, ἡ ἐγγραφὴ εἰς τὰ ἀντίστοιχα ἑλληνικά, ἄνευ ἐξετάσεων εἰς τὰ μαθήματα τῶν ἀρχαίων καί τῶν νέων ἑλληνικῶν. Ἀντιστοίχως εἴσθε τὰ πράγματα οὗτοι θὰ ἐξετάζονται κατὰ τὸ δεύτερον ἔτος φοιτήσεώς των. [949,314,1291,390]
table-row: Μεταλλευτική 75 74 [727,636,933,644]
radio-cairo-schedule [65,438,328,508]
stock-market-title: Η ΧΘΕΣΙΝΗ ΚΙΝΗΣΙΣ ΕΙΣ ΤΟ ΧΡΗΜΑΤΙΣΤΗΡΙΟΝ ΑΞΙΩΝ [741,494,892,517]
column-2 [335,72,563,2202]
rate-row: ΣΥΠΙΧΘ 16 Ὀκτωβρίου. [408,729,491,739]
social-line: Ό Κος [439,109,460,118]
obituary-body: Ἀναγγέλλῃ ἐξ Ἀθηνῶν ὁ θάνατος τοῦ ἐν Ἀθήναις ἐκλιπόντος Μακαρίτου, ΔΗΜ. ΑΝΔΡΙΤΣΑΚΗ. Ὁ ἐκλιπών ὑπῆρξεν ἐκ τῶν παλαιοτέρων καί γνωστοτέρων ἐπί τοῦ ἐκλιπόντος καί τῶν κύκλων τῆς Ἀλεξανδρείας ἀπὸ τῶν παραπάνω ἐτῶν. Ὁ μεταστάς ὑπῆρξε ἐπί ἔτη διευθυντής, καί ἐπίσης ἐν τῇ Ἀλεξανδρείᾳ, ὅπου καί εἰργάσθη εἰς τὸν ἐμπορικόν τομέα τῆς πόλεως. Τὰ συλλυπητήρια τῆς ἐφημερίδος μας πρὸς τὴν οἰκογένειαν τοῦ μεταστάντος. [343,263,556,332]
cinema-entry: βιν) [199,269,213,280]
table-row: Ἑλληνική 1075 1080 [727,596,933,604]
page-number: Σελίς 2α [62,54,106,67]
masthead [58,52,1548,72]
